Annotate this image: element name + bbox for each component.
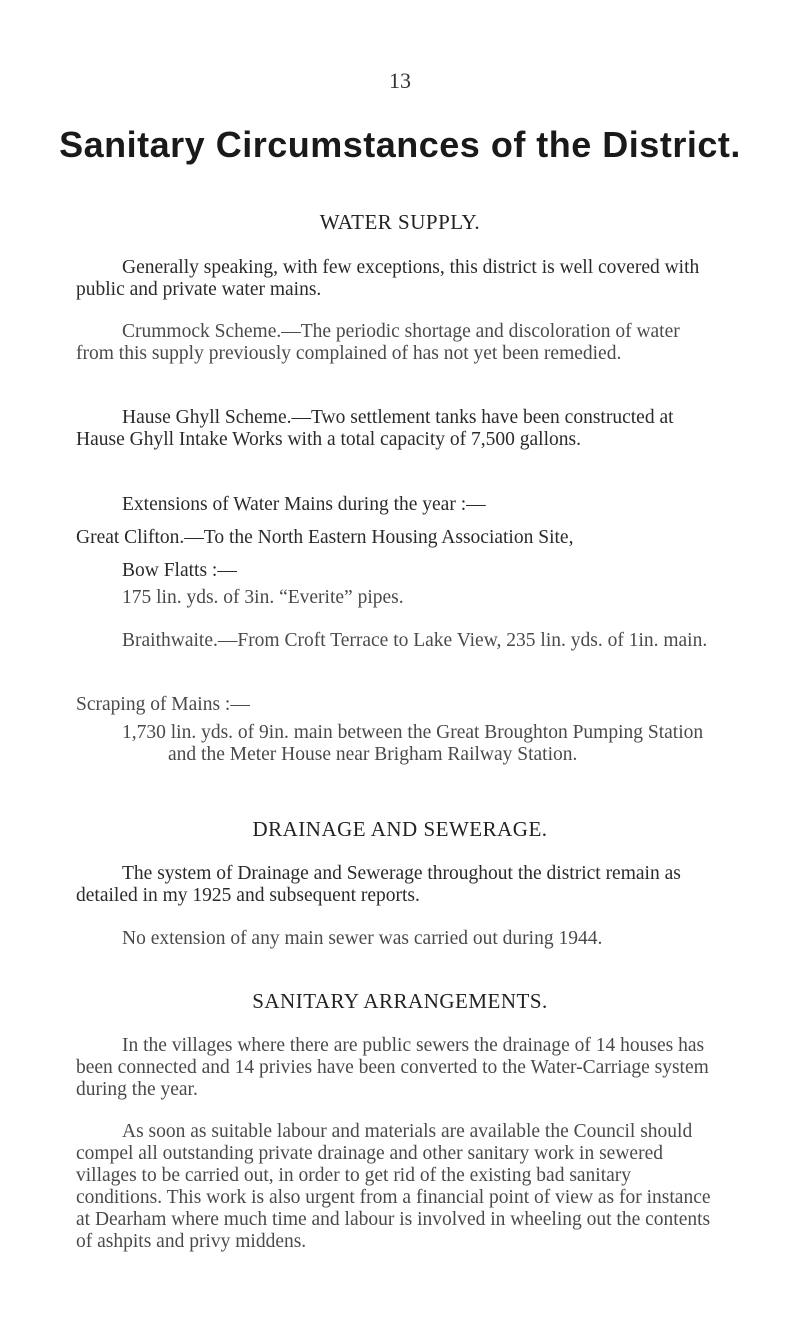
page-number: 13 (389, 68, 411, 93)
page-title: Sanitary Circumstances of the District. (59, 124, 741, 165)
water-supply-heading: WATER SUPPLY. (319, 210, 481, 234)
water-supply-paragraph-great-clifton: Great Clifton.—To the North Eastern Housing Association Site, (76, 527, 574, 548)
water-supply-paragraph-broughton: 1,730 lin. yds. of 9in. main between the Great Broughton Pumping Station and the Meter House near Brigham Railway Station. (122, 722, 704, 765)
water-supply-paragraph-everite: 175 lin. yds. of 3in. “Everite” pipes. (122, 587, 404, 608)
drainage-paragraph-extension: No extension of any main sewer was carried out during 1944. (122, 928, 603, 949)
water-supply-paragraph-crummock: Crummock Scheme.—The periodic shortage and discoloration of water from this supply previously complained of has not yet been remedied. (76, 321, 680, 364)
drainage-heading: DRAINAGE AND SEWERAGE. (252, 817, 548, 841)
water-supply-paragraph-hause-ghyll: Hause Ghyll Scheme.—Two settlement tanks have been constructed at Hause Ghyll Intake Works with a total capacity of 7,500 gallons. (76, 407, 674, 450)
sanitary-paragraph-council: As soon as suitable labour and materials are available the Council should compel all outstanding private drainage and other sanitary work in sewered villages to be carried out, in order to get rid of the existing bad sanitary conditions. This work is also urgent from a financial point of view as for instance at Dearham where much time and labour is involved in wheeling out the contents of ashpits and privy middens. (76, 1121, 711, 1252)
water-supply-paragraph-general: Generally speaking, with few exceptions, this district is well covered with public and private water mains. (76, 257, 700, 300)
water-supply-paragraph-bow-flatts: Bow Flatts :— (122, 560, 237, 581)
water-supply-paragraph-scraping: Scraping of Mains :— (76, 694, 250, 715)
sanitary-paragraph-villages: In the villages where there are public sewers the drainage of 14 houses has been connected and 14 privies have been converted to the Water-Carriage system during the year. (76, 1035, 709, 1100)
drainage-paragraph-system: The system of Drainage and Sewerage throughout the district remain as detailed in my 1925 and subsequent reports. (76, 863, 681, 906)
water-supply-paragraph-braithwaite: Braithwaite.—From Croft Terrace to Lake View, 235 lin. yds. of 1in. main. (122, 630, 708, 651)
water-supply-paragraph-extensions: Extensions of Water Mains during the year :— (122, 494, 486, 515)
sanitary-heading: SANITARY ARRANGEMENTS. (252, 989, 548, 1013)
